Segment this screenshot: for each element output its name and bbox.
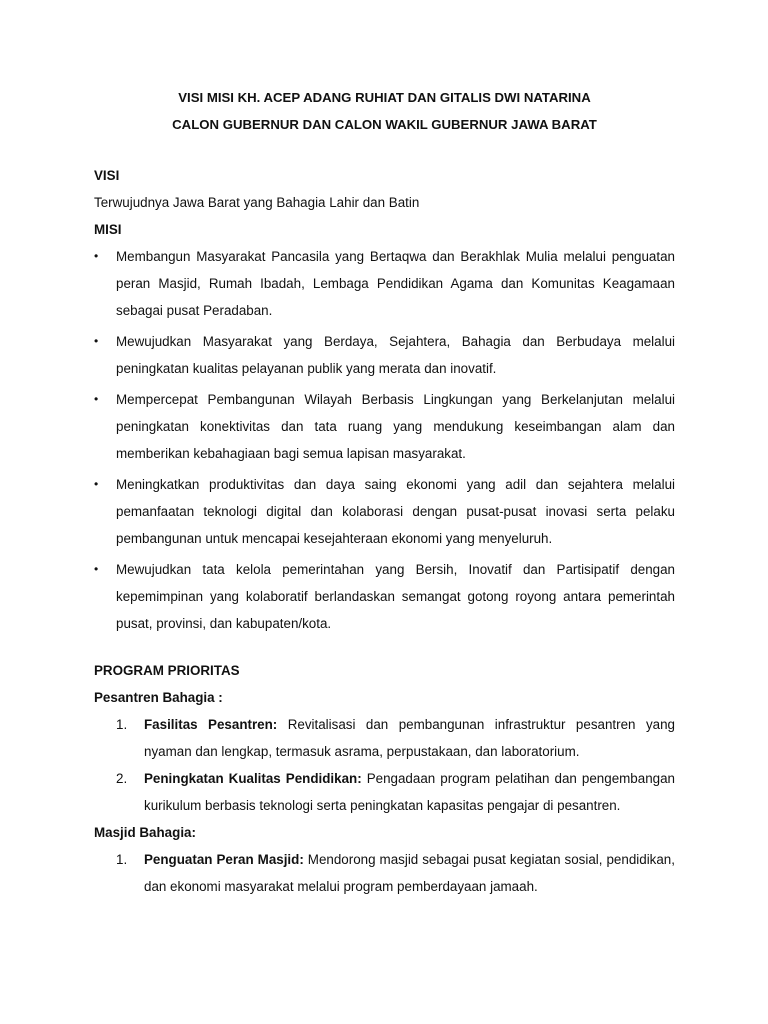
pesantren-list	[94, 711, 675, 819]
item-number: 2.	[116, 771, 128, 786]
program-prioritas-heading: PROGRAM PRIORITAS	[94, 663, 240, 678]
item-text: Revitalisasi dan pembangunan infrastruktur pesantren yang nyaman dan lengkap, termasuk asrama, perpustakaan, dan laboratorium.	[144, 717, 675, 759]
misi-item-text: Membangun Masyarakat Pancasila yang Bertaqwa dan Berakhlak Mulia melalui penguatan peran Masjid, Rumah Ibadah, Lembaga Pendidikan Agama dan Komunitas Keagamaan sebagai pusat Peradaban.	[116, 249, 675, 318]
document-body	[94, 84, 675, 900]
misi-item	[94, 328, 675, 382]
bullet-icon: •	[94, 249, 99, 263]
item-number: 1.	[116, 852, 128, 867]
bullet-icon: •	[94, 562, 99, 576]
visi-heading: VISI	[94, 168, 120, 183]
masjid-bahagia-heading: Masjid Bahagia:	[94, 825, 196, 840]
misi-item-text: Meningkatkan produktivitas dan daya saing ekonomi yang adil dan sejahtera melalui pemanfaatan teknologi digital dan kolaborasi dengan pusat-pusat inovasi serta pelaku pembangunan untuk mencapai kesejahteraan ekonomi yang menyeluruh.	[116, 477, 675, 546]
misi-list	[94, 243, 675, 637]
pesantren-item	[94, 765, 675, 819]
pesantren-item	[94, 711, 675, 765]
misi-item	[94, 386, 675, 467]
item-text: Mendorong masjid sebagai pusat kegiatan sosial, pendidikan, dan ekonomi masyarakat melalui program pemberdayaan jamaah.	[144, 852, 675, 894]
masjid-item	[94, 846, 675, 900]
bullet-icon: •	[94, 392, 99, 406]
bullet-icon: •	[94, 334, 99, 348]
item-text: Pengadaan program pelatihan dan pengembangan kurikulum berbasis teknologi serta peningkatan kapasitas pengajar di pesantren.	[144, 771, 675, 813]
item-term: Penguatan Peran Masjid:	[144, 852, 304, 867]
item-term: Fasilitas Pesantren:	[144, 717, 278, 732]
masjid-list	[94, 846, 675, 900]
misi-heading: MISI	[94, 222, 122, 237]
title-spacer	[94, 138, 675, 162]
visi-text: Terwujudnya Jawa Barat yang Bahagia Lahir dan Batin	[94, 195, 420, 210]
misi-item-text: Mewujudkan Masyarakat yang Berdaya, Sejahtera, Bahagia dan Berbudaya melalui peningkatan kualitas pelayanan publik yang merata dan inovatif.	[116, 334, 675, 376]
misi-item-text: Mempercepat Pembangunan Wilayah Berbasis Lingkungan yang Berkelanjutan melalui peningkatan konektivitas dan tata ruang yang mendukung keseimbangan alam dan memberikan kebahagiaan bagi semua lapisan masyarakat.	[116, 392, 675, 461]
section-spacer	[94, 637, 675, 657]
misi-item-text: Mewujudkan tata kelola pemerintahan yang Bersih, Inovatif dan Partisipatif dengan kepemimpinan yang kolaboratif berlandaskan semangat gotong royong antara pemerintah pusat, provinsi, dan kabupaten/kota.	[116, 562, 675, 631]
misi-item	[94, 471, 675, 552]
bullet-icon: •	[94, 477, 99, 491]
pesantren-bahagia-heading: Pesantren Bahagia :	[94, 690, 223, 705]
item-term: Peningkatan Kualitas Pendidikan:	[144, 771, 362, 786]
item-number: 1.	[116, 717, 128, 732]
document-title-line2: CALON GUBERNUR DAN CALON WAKIL GUBERNUR JAWA BARAT	[172, 117, 597, 132]
document-title-line1: VISI MISI KH. ACEP ADANG RUHIAT DAN GITALIS DWI NATARINA	[178, 90, 591, 105]
misi-item	[94, 556, 675, 637]
misi-item	[94, 243, 675, 324]
